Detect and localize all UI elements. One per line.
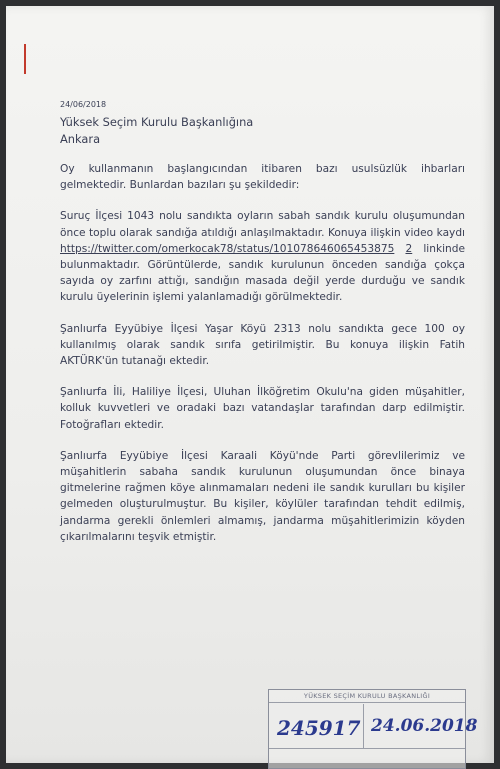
- margin-mark: [24, 44, 26, 74]
- stamp-header: YÜKSEK SEÇİM KURULU BAŞKANLIĞI: [303, 692, 431, 700]
- letter-date: 24/06/2018: [60, 100, 107, 109]
- video-link[interactable]: https://twitter.com/omerkocak78/status/101078646065453875: [60, 242, 395, 255]
- letter-body: [60, 100, 465, 560]
- recipient-city: Ankara: [60, 131, 101, 146]
- stamp-column-divider: [363, 704, 364, 748]
- stamp-date: 24.06.2018: [371, 716, 478, 736]
- video-link-suffix[interactable]: 2: [405, 242, 413, 255]
- paragraph-yasar: Şanlıurfa Eyyübiye İlçesi Yaşar Köyü 2313 nolu sandıkta gece 100 oy kullanılmış olarak sandık sırıfa getirilmiştir. Bu konuya ilişkin Fatih AKTÜRK'ün tutanağı ektedir.: [60, 322, 465, 368]
- paragraph-intro: Oy kullanmanın başlangıcından itibaren bazı usulsüzlük ihbarları gelmektedir. Bunlardan bazıları şu şekildedir:: [60, 163, 465, 192]
- recipient: Yüksek Seçim Kurulu Başkanlığına: [60, 115, 254, 129]
- paragraph-suruc-rest: linkinde bulunmaktadır. Görüntülerde, sandık kurulunun önceden sandığa çokça sayıda oy zarfını attığı, sandığın masada değil yerde durduğu ve sandık kurulu üyelerinin işlemi yalanlamadığı görülmektedir.: [60, 242, 465, 304]
- paragraph-haliliye: Şanlıurfa İli, Haliliye İlçesi, Uluhan İlköğretim Okulu'na giden müşahitler, kolluk kuvvetleri ve oradaki bazı vatandaşlar tarafından darp edilmiştir. Fotoğrafları ektedir.: [60, 386, 465, 431]
- stamp-divider: [269, 702, 465, 703]
- stamp-divider-bottom: [269, 748, 465, 749]
- paragraph-suruc-text: Suruç İlçesi 1043 nolu sandıkta oyların sabah sandık kurulu oluşumundan önce toplu olarak sandığa atıldığı anlaşılmaktadır. Konuya ilişkin video kaydı: [60, 210, 465, 239]
- stamp-number: 245917: [277, 716, 361, 740]
- paragraph-karaali: Şanlıurfa Eyyübiye İlçesi Karaali Köyü'nde Parti görevlilerimiz ve müşahitlerin sabaha sandık kurulunun oluşumundan önce binaya gitmelerine rağmen köye alınmamaları nedeni ile sandık kurulları bu kişiler gelmeden oluşturulmuştur. Bu kişiler, köylüler tarafından tehdit edilmiş, jandarma gerekli önlemleri almamış, jandarma müşahitlerimizin köyden çıkarılmalarını teşvik etmiştir.: [60, 449, 465, 543]
- document-page: [6, 6, 494, 763]
- received-stamp: [268, 689, 478, 769]
- paragraph-suruc: [60, 208, 465, 305]
